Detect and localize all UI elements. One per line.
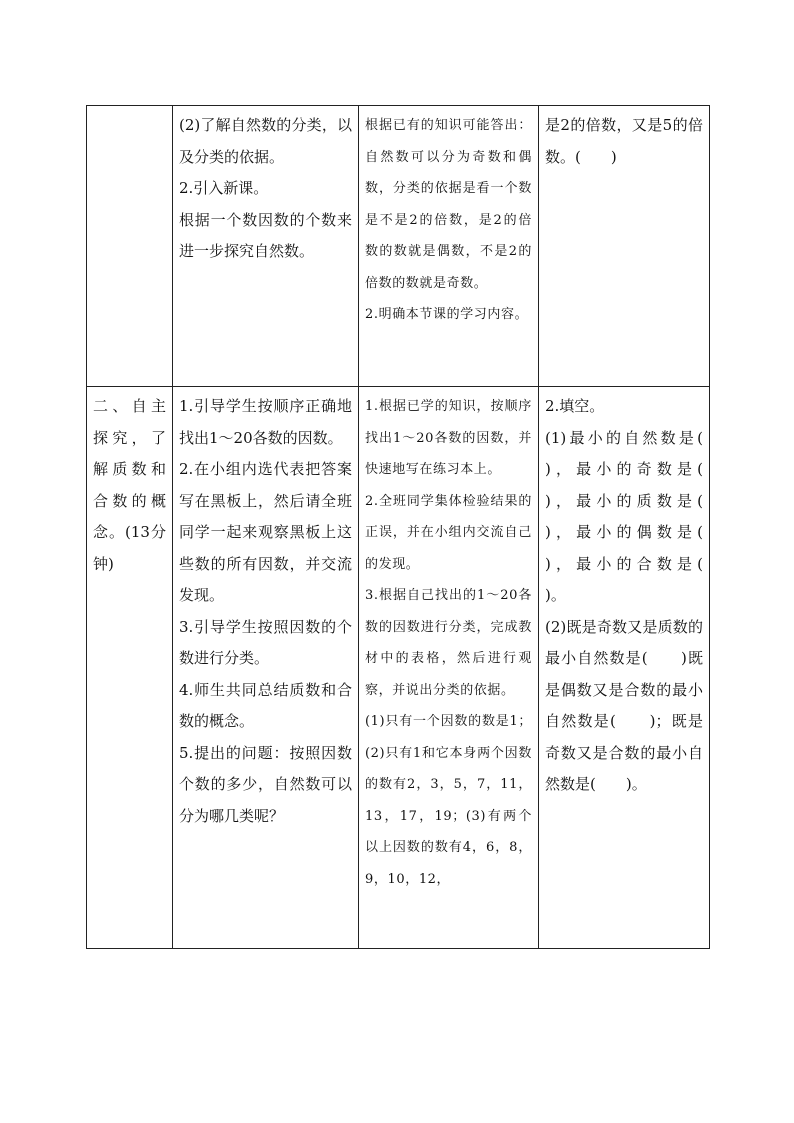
- paragraph: 5.提出的问题：按照因数个数的多少，自然数可以分为哪几类呢？: [179, 743, 352, 825]
- paragraph: 是2的倍数，又是5的倍数。( ): [545, 116, 703, 166]
- paragraph: 4.师生共同总结质数和合数的概念。: [179, 680, 352, 730]
- stage-cell: [87, 106, 173, 387]
- paragraph: 根据一个数因数的个数来进一步探究自然数。: [179, 210, 352, 260]
- exercise-cell: [539, 387, 734, 949]
- paragraph: 2.填空。: [545, 397, 605, 415]
- paragraph: (2)了解自然数的分类，以及分类的依据。: [179, 116, 352, 166]
- paragraph: (1)最小的自然数是( )，最小的奇数是( )，最小的质数是( )，最小的偶数是( )，最小的合数是( )。: [545, 428, 734, 604]
- paragraph: 3.根据自己找出的1～20各数的因数进行分类，完成教材中的表格，然后进行观察，并说出分类的依据。: [365, 588, 532, 698]
- paragraph: 根据已有的知识可能答出：自然数可以分为奇数和偶数，分类的依据是看一个数是不是2的倍数，是2的倍数的数就是偶数，不是2的倍数的数就是奇数。: [365, 118, 532, 291]
- stage-title: 二、自主探究，了解质数和合数的概念。(13分钟): [93, 397, 166, 573]
- paragraph: 3.引导学生按照因数的个数进行分类。: [179, 617, 352, 667]
- paragraph: 2.在小组内选代表把答案写在黑板上，然后请全班同学一起来观察黑板上这些数的所有因数，并交流发现。: [179, 460, 352, 604]
- paragraph: 2.明确本节课的学习内容。: [365, 307, 529, 322]
- paragraph: 1.引导学生按顺序正确地找出1～20各数的因数。: [179, 397, 352, 447]
- lesson-plan-table: [86, 105, 734, 949]
- exercise-cell: [539, 106, 710, 387]
- paragraph: (2)既是奇数又是质数的最小自然数是( )既是偶数又是合数的最小自然数是( )；既是奇数又是合数的最小自然数是( )。: [545, 617, 703, 793]
- student-activity-cell: [359, 106, 539, 387]
- teacher-activity-cell: [173, 106, 359, 387]
- paragraph: 1.根据已学的知识，按顺序找出1～20各数的因数，并快速地写在练习本上。: [365, 399, 532, 477]
- table-row: [87, 387, 710, 949]
- teacher-activity-cell: [173, 387, 359, 949]
- stage-cell: [87, 387, 173, 949]
- student-activity-cell: [359, 387, 539, 949]
- paragraph: (1)只有一个因数的数是1；(2)只有1和它本身两个因数的数有2，3，5，7，11，13，17，19；(3)有两个以上因数的数有4，6，8，9，10，12，: [365, 714, 532, 887]
- paragraph: 2.引入新课。: [179, 179, 269, 197]
- paragraph: 2.全班同学集体检验结果的正误，并在小组内交流自己的发现。: [365, 493, 532, 572]
- table-row: [87, 106, 710, 387]
